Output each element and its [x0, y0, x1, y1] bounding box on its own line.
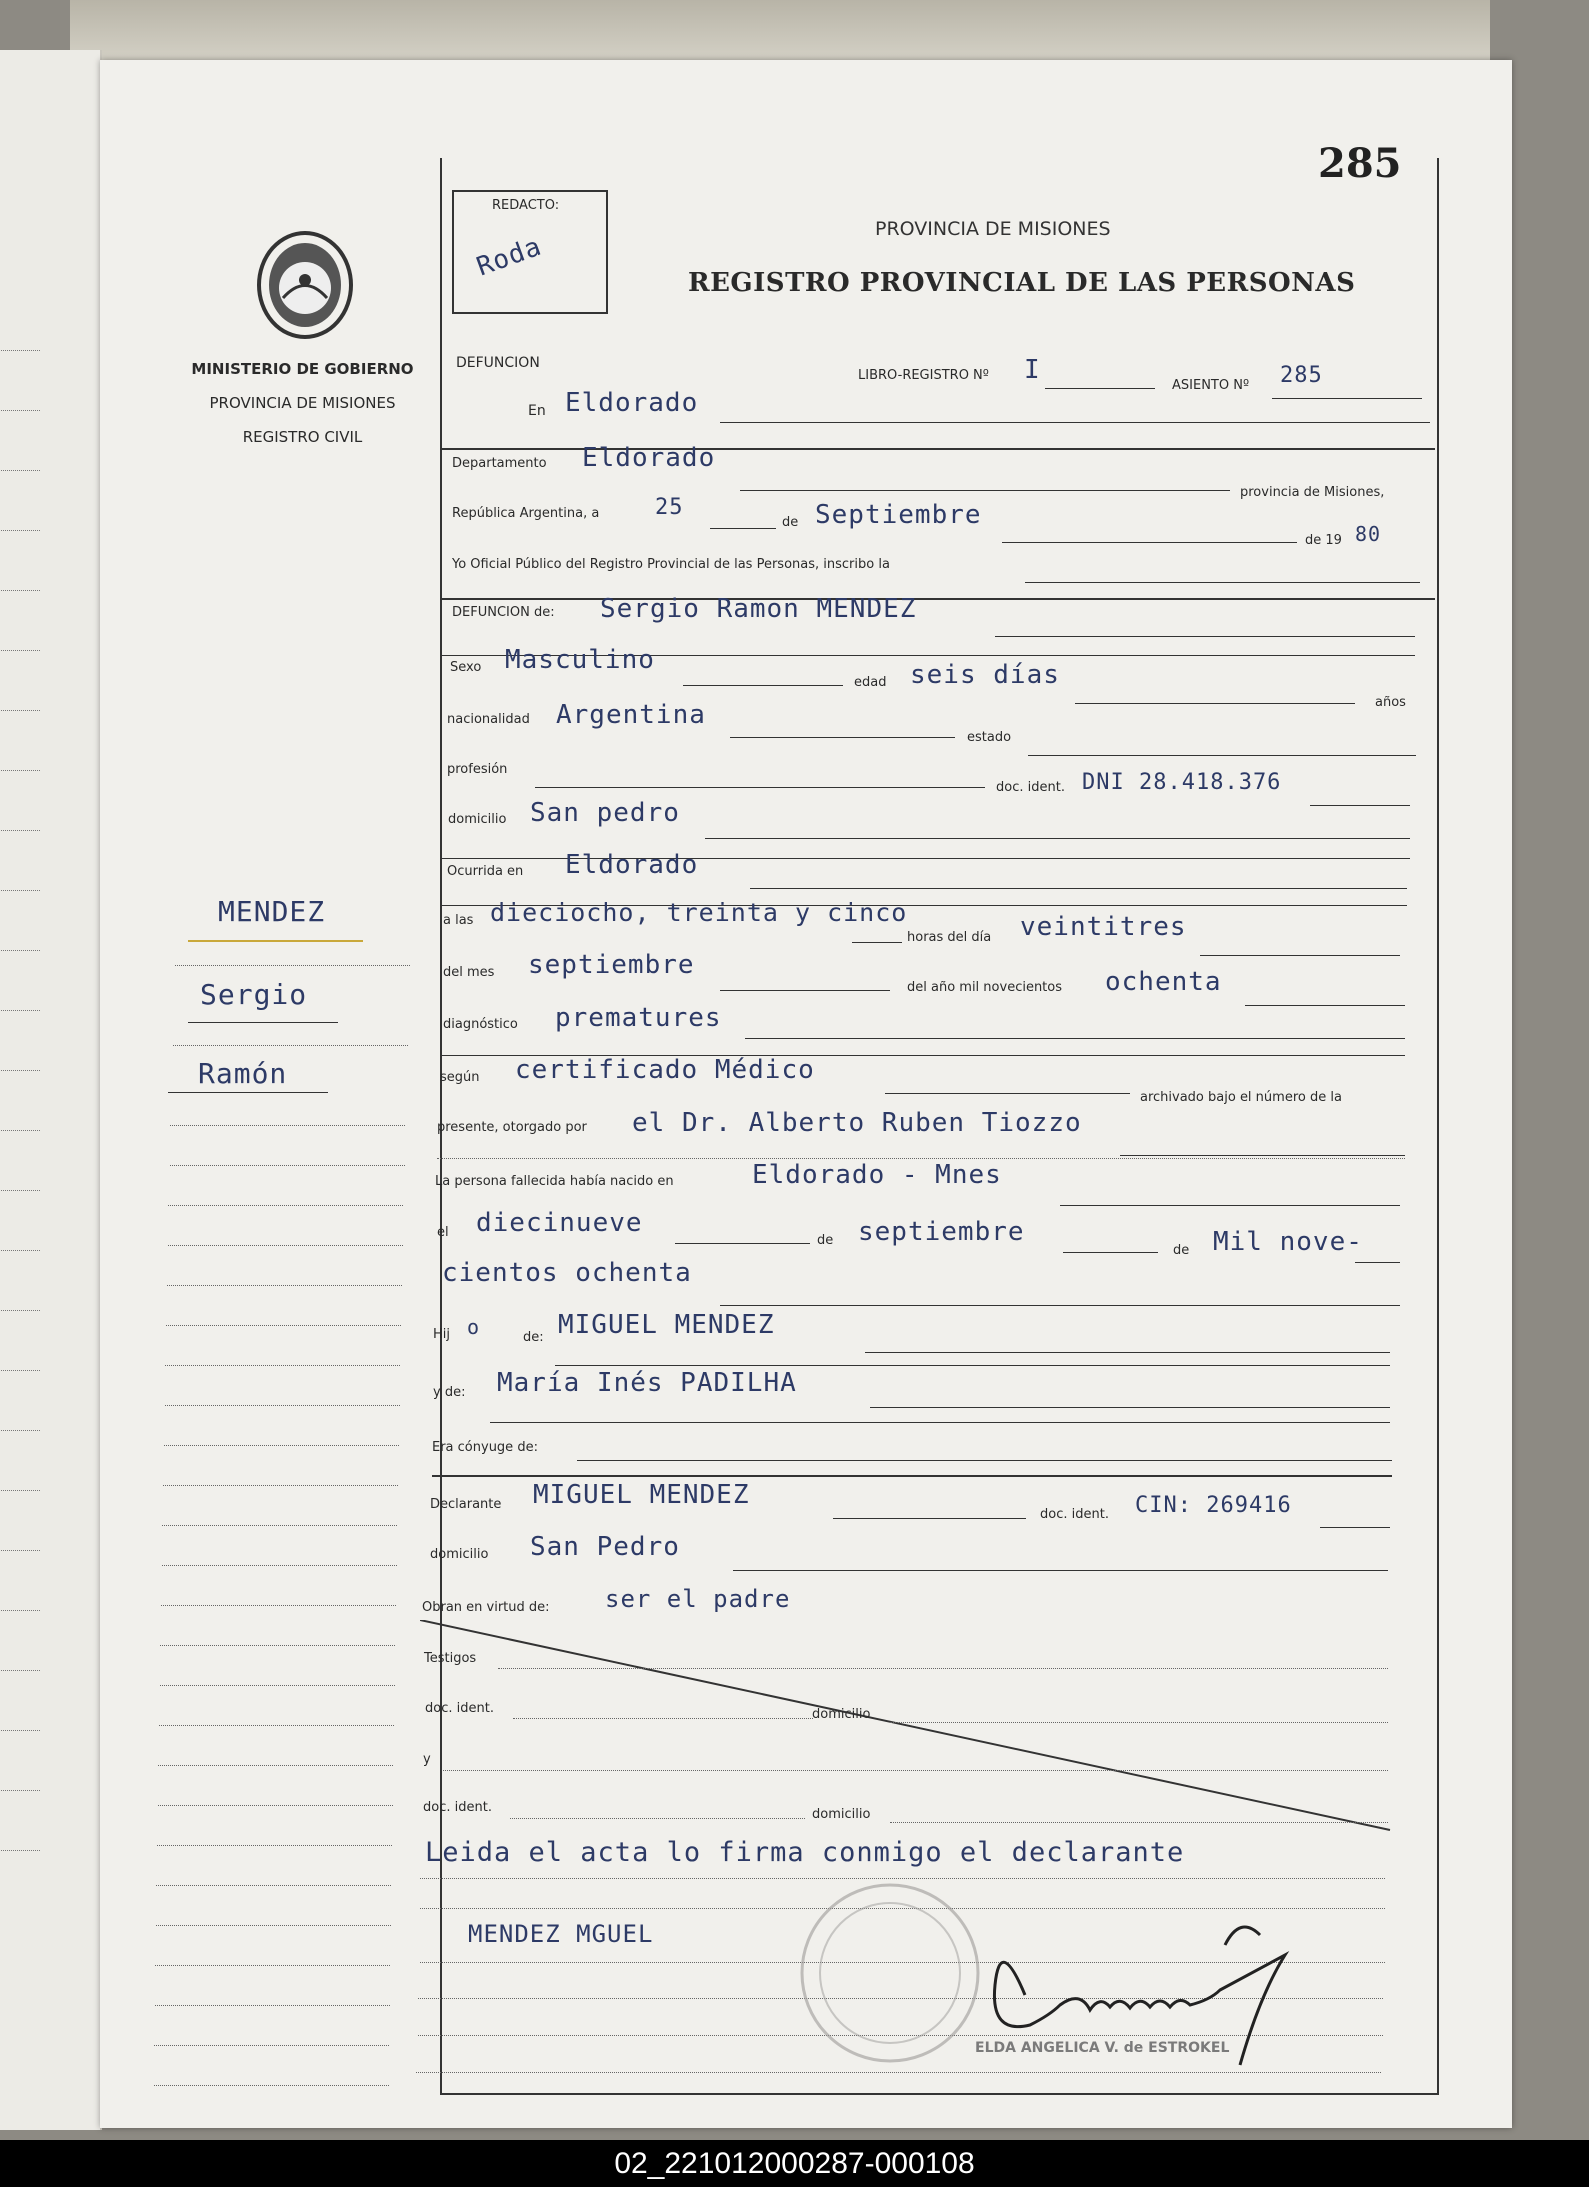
asiento-label: ASIENTO Nº	[1172, 378, 1250, 393]
nacionalidad-label: nacionalidad	[447, 712, 530, 727]
hijo-de-label: de:	[523, 1330, 544, 1345]
province-seal-icon	[255, 228, 355, 342]
redacto-box	[452, 190, 608, 314]
archivado-label: archivado bajo el número de la	[1140, 1090, 1342, 1105]
asiento-value: 285	[1280, 363, 1323, 388]
el-value: diecinueve	[476, 1208, 643, 1238]
registry-heading: REGISTRO PROVINCIAL DE LAS PERSONAS	[688, 268, 1356, 298]
anios-label: años	[1375, 695, 1406, 710]
de2-value: septiembre	[858, 1217, 1025, 1247]
diagnostico-label: diagnóstico	[443, 1017, 518, 1032]
en-label: En	[528, 403, 546, 419]
doc-ident-value: DNI 28.418.376	[1082, 770, 1282, 795]
yde-label: y de:	[433, 1385, 466, 1400]
domicilio2-value: San Pedro	[530, 1532, 680, 1562]
profesion-label: profesión	[447, 762, 508, 777]
defuncion-de-value: Sergio Ramon MENDEZ	[600, 594, 917, 624]
nacido-value: Eldorado - Mnes	[752, 1160, 1002, 1190]
segun-label: según	[440, 1070, 480, 1085]
ministry-line1: MINISTERIO DE GOBIERNO	[191, 360, 414, 378]
de3-label: de	[1173, 1243, 1190, 1258]
sexo-value: Masculino	[505, 645, 655, 675]
doc-ident2-value: CIN: 269416	[1135, 1493, 1292, 1518]
book-binder	[70, 0, 1490, 64]
diagnostico-value: prematures	[555, 1003, 722, 1033]
doc-ident2-label: doc. ident.	[1040, 1507, 1109, 1522]
hijo-value: MIGUEL MENDEZ	[558, 1310, 775, 1340]
de2-label: de	[817, 1233, 834, 1248]
domicilio-value: San pedro	[530, 798, 680, 828]
alas-label: a las	[443, 913, 474, 928]
scan-id-footer: 02_221012000287-000108	[0, 2140, 1589, 2187]
redacto-value: Roda	[472, 231, 546, 283]
page-number: 285	[1318, 140, 1402, 187]
nacionalidad-value: Argentina	[556, 700, 706, 730]
province-heading: PROVINCIA DE MISIONES	[875, 218, 1111, 240]
delanio-value: ochenta	[1105, 967, 1222, 997]
domicilio-label: domicilio	[448, 812, 507, 827]
margin-second-name: Ramón	[198, 1057, 288, 1090]
declarante-label: Declarante	[430, 1497, 502, 1512]
republica-label: República Argentina, a	[452, 506, 600, 521]
doc-ident4-label: doc. ident.	[423, 1800, 492, 1815]
obran-label: Obran en virtud de:	[422, 1600, 550, 1615]
sexo-label: Sexo	[450, 660, 482, 675]
hijo-suffix: o	[467, 1315, 481, 1339]
left-facing-page	[0, 50, 102, 2130]
form-type-label: DEFUNCION	[456, 355, 540, 371]
ocurrida-value: Eldorado	[565, 850, 699, 880]
provincia-label: provincia de Misiones,	[1240, 485, 1385, 500]
testigos-label: Testigos	[424, 1651, 477, 1666]
de3-value: Mil nove-	[1213, 1227, 1363, 1257]
anio-label: de 19	[1305, 533, 1342, 548]
el-label: el	[437, 1225, 449, 1240]
delanio-label: del año mil novecientos	[907, 980, 1063, 995]
libro-value: I	[1024, 355, 1041, 385]
doc-ident3-label: doc. ident.	[425, 1701, 494, 1716]
departamento-label: Departamento	[452, 456, 547, 471]
de-label: de	[782, 515, 799, 530]
edad-label: edad	[854, 675, 887, 690]
domicilio4-label: domicilio	[812, 1807, 871, 1822]
ocurrida-label: Ocurrida en	[447, 864, 524, 879]
date-continuation-value: cientos ochenta	[442, 1258, 692, 1288]
anio-value: 80	[1355, 522, 1382, 546]
delmes-label: del mes	[443, 965, 495, 980]
en-value: Eldorado	[565, 388, 699, 418]
segun-value: certificado Médico	[515, 1055, 815, 1085]
obran-value: ser el padre	[605, 1585, 791, 1613]
ministry-line2: PROVINCIA DE MISIONES	[209, 394, 396, 412]
oficial-text: Yo Oficial Público del Registro Provincial de las Personas, inscribo la	[452, 557, 890, 572]
nacido-label: La persona fallecida había nacido en	[435, 1174, 674, 1189]
libro-label: LIBRO-REGISTRO Nº	[858, 368, 989, 383]
doc-ident-label: doc. ident.	[996, 780, 1065, 795]
yde-value: María Inés PADILHA	[497, 1368, 797, 1398]
delmes-value: septiembre	[528, 950, 695, 980]
mes-value: Septiembre	[815, 500, 982, 530]
dia-value: 25	[655, 495, 684, 520]
horas-value: veintitres	[1020, 912, 1187, 942]
stamp-name-text: ELDA ANGELICA V. de ESTROKEL	[975, 2040, 1230, 2056]
domicilio3-label: domicilio	[812, 1707, 871, 1722]
horas-label: horas del día	[907, 930, 992, 945]
leida-text: Leida el acta lo firma conmigo el declarante	[425, 1837, 1185, 1868]
defuncion-de-label: DEFUNCION de:	[452, 605, 555, 620]
redacto-label: REDACTO:	[492, 198, 560, 213]
estado-label: estado	[967, 730, 1012, 745]
edad-value: seis días	[910, 660, 1060, 690]
official-signature-icon	[940, 1895, 1350, 2075]
hijo-label: Hij	[433, 1327, 450, 1342]
domicilio2-label: domicilio	[430, 1547, 489, 1562]
margin-first-name: Sergio	[200, 978, 308, 1011]
conyuge-label: Era cónyuge de:	[432, 1440, 538, 1455]
presente-label: presente, otorgado por	[437, 1120, 587, 1135]
declarant-printed-name: MENDEZ MGUEL	[468, 1920, 654, 1948]
y-label: y	[423, 1752, 431, 1767]
margin-surname: MENDEZ	[218, 895, 326, 928]
presente-value: el Dr. Alberto Ruben Tiozzo	[632, 1108, 1082, 1138]
alas-value: dieciocho, treinta y cinco	[490, 898, 908, 927]
ministry-line3: REGISTRO CIVIL	[242, 428, 363, 446]
departamento-value: Eldorado	[582, 443, 716, 473]
cancellation-diagonal-line	[420, 1620, 1400, 1835]
declarante-value: MIGUEL MENDEZ	[533, 1480, 750, 1510]
